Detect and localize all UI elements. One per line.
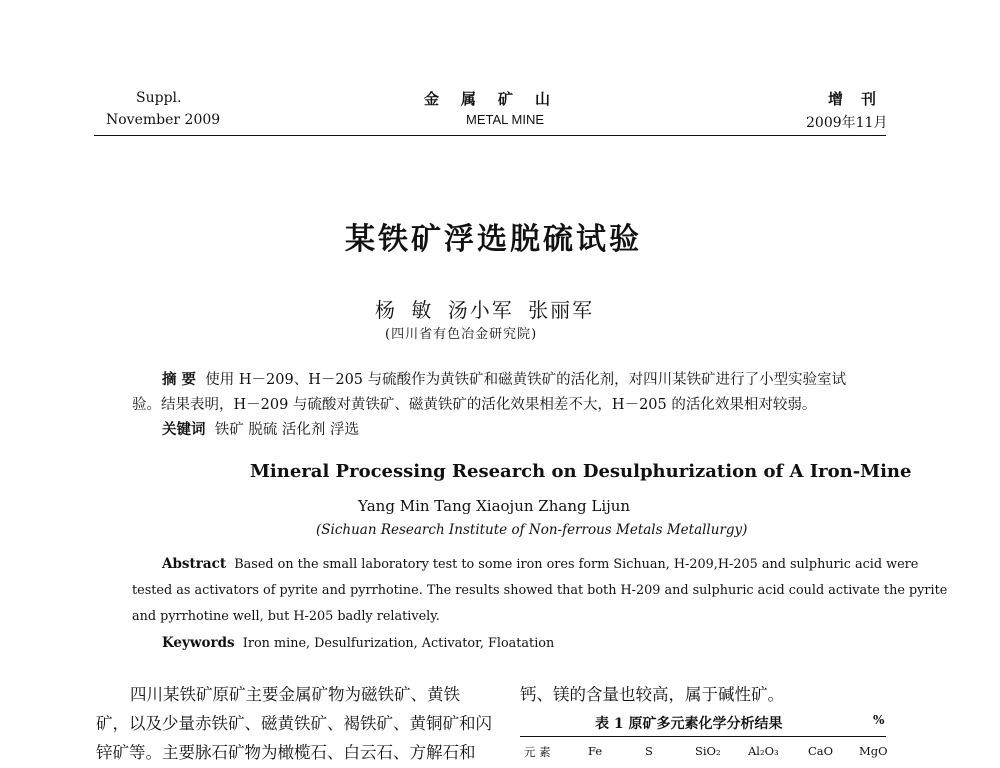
abstract-cn-line1 <box>162 368 846 392</box>
header-date-en: November 2009 <box>106 112 221 128</box>
abstract-cn-text1: 使用 H－209、H－205 与硫酸作为黄铁矿和磁黄铁矿的活化剂，对四川某铁矿进行了小型实验室试 <box>205 372 847 388</box>
body-right-line1: 钙、镁的含量也较高，属于碱性矿。 <box>520 685 784 704</box>
abstract-cn-line2: 验。结果表明，H－209 与硫酸对黄铁矿、磁黄铁矿的活化效果相差不大，H－205 的活化效果相对较弱。 <box>132 397 817 413</box>
header-date-cn: 2009年11月 <box>806 115 888 131</box>
abstract-en-line1 <box>162 552 918 577</box>
keywords-en-items: Iron mine, Desulfurization, Activator, Floatation <box>242 636 555 651</box>
table1-title: 表 1 原矿多元素化学分析结果 <box>595 716 783 732</box>
title-en: Mineral Processing Research on Desulphurization of A Iron-Mine <box>250 461 912 482</box>
authors-cn: 杨 敏 汤小军 张丽军 <box>375 298 595 322</box>
affiliation-cn: (四川省有色冶金研究院) <box>385 327 538 342</box>
authors-en: Yang Min Tang Xiaojun Zhang Lijun <box>358 497 631 515</box>
keywords-en <box>162 631 554 656</box>
abstract-en-line2: tested as activators of pyrite and pyrrhotine. The results showed that both H-209 and sulphuric acid could activate the pyrite <box>132 583 948 598</box>
table1-header-fe: Fe <box>588 744 603 758</box>
table1-header-cao: CaO <box>808 744 834 758</box>
keywords-en-label: Keywords <box>162 635 235 651</box>
table1-header-s: S <box>645 744 653 758</box>
keywords-cn-label: 关键词 <box>162 421 206 438</box>
body-left-line3: 锌矿等。主要脉石矿物为橄榄石、白云石、方解石和 <box>96 743 476 762</box>
abstract-cn-label: 摘 要 <box>162 371 197 388</box>
header-journal-en: METAL MINE <box>466 112 545 127</box>
body-left-line2: 矿，以及少量赤铁矿、磁黄铁矿、褐铁矿、黄铜矿和闪 <box>96 714 492 733</box>
table1-header-al2o3: Al₂O₃ <box>748 744 779 758</box>
table1-header-element: 元 素 <box>524 745 551 759</box>
abstract-en-text1: Based on the small laboratory test to some iron ores form Sichuan, H-209,H-205 and sulphuric acid were <box>234 557 919 572</box>
abstract-en-label: Abstract <box>162 556 227 572</box>
table1-unit: % <box>873 713 885 727</box>
table1-header-sio2: SiO₂ <box>695 744 721 758</box>
table1-header-mgo: MgO <box>859 744 888 758</box>
abstract-en-line3: and pyrrhotine well, but H-205 badly relatively. <box>132 609 440 624</box>
affiliation-en: (Sichuan Research Institute of Non-ferrous Metals Metallurgy) <box>316 522 748 538</box>
title-cn: 某铁矿浮选脱硫试验 <box>345 222 642 257</box>
table1-top-rule <box>520 736 886 737</box>
body-left-line1: 四川某铁矿原矿主要金属矿物为磁铁矿、黄铁 <box>130 685 460 704</box>
keywords-cn <box>162 418 359 442</box>
header-suppl: Suppl. <box>136 90 182 106</box>
header-rule <box>94 135 886 136</box>
keywords-cn-items: 铁矿 脱硫 活化剂 浮选 <box>214 422 360 438</box>
header-journal-cn: 金属矿山 <box>424 90 573 108</box>
header-suppl-cn: 增刊 <box>828 90 895 108</box>
